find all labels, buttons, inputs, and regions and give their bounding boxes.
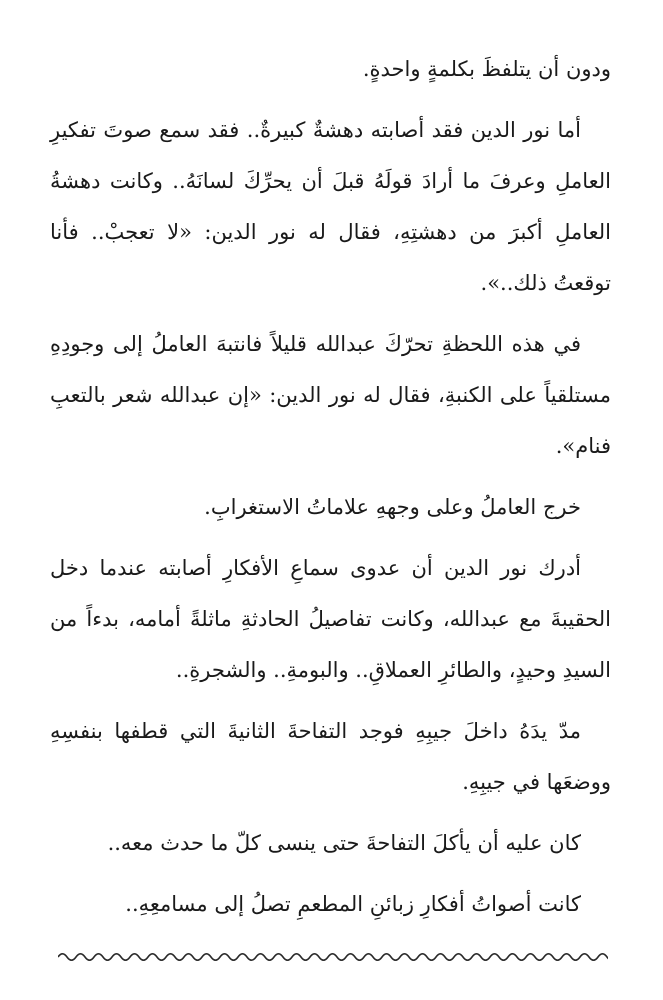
wavy-divider [58, 950, 608, 964]
wavy-divider-line [58, 954, 608, 960]
paragraph-6: مدّ يدَهُ داخلَ جيبِهِ فوجد التفاحةَ الثانيةَ التي قطفها بنفسِهِ ووضعَها في جيبِهِ. [50, 719, 611, 794]
paragraph-5: أدرك نور الدين أن عدوى سماعِ الأفكارِ أصابته عندما دخل الحقيبةَ مع عبدالله، وكانت تفاصيلُ الحادثةِ ماثلةً أمامه، بدءاً من السيدِ وحيدٍ، والطائرِ العملاقِ.. والبومةِ.. والشجرةِ.. [50, 556, 611, 682]
book-page [50, 44, 611, 940]
paragraph-7: كان عليه أن يأكلَ التفاحةَ حتى ينسى كلّ ما حدث معه.. [107, 831, 581, 855]
paragraph-2: أما نور الدين فقد أصابته دهشةٌ كبيرةٌ.. فقد سمع صوتَ تفكيرِ العاملِ وعرفَ ما أرادَ قولَهُ قبلَ أن يحرِّكَ لسانَهُ.. وكانت دهشةُ العاملِ أكبرَ من دهشتِهِ، فقال له نور الدين: «لا تعجبْ.. فأنا توقعتُ ذلك..». [50, 118, 611, 295]
paragraph-8: كانت أصواتُ أفكارِ زبائنِ المطعمِ تصلُ إلى مسامعِهِ.. [125, 892, 581, 916]
paragraph-3: في هذه اللحظةِ تحرّكَ عبدالله قليلاً فانتبهَ العاملُ إلى وجودِهِ مستلقياً على الكنبةِ، فقال له نور الدين: «إن عبدالله شعر بالتعبِ فنام». [50, 332, 611, 458]
paragraph-1: ودون أن يتلفظَ بكلمةٍ واحدةٍ. [362, 57, 611, 81]
paragraph-4: خرج العاملُ وعلى وجههِ علاماتُ الاستغرابِ. [204, 495, 581, 519]
